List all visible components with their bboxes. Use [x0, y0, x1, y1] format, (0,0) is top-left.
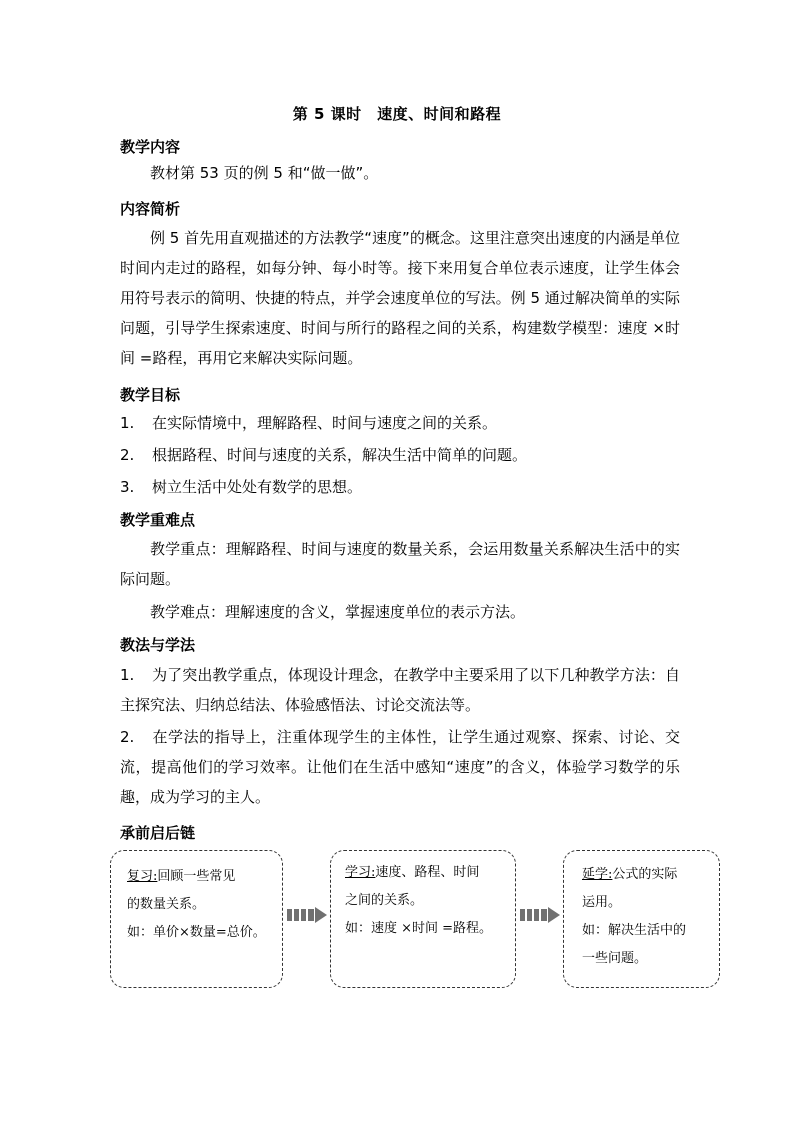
page-title: 第 5 课时 速度、时间和路程: [292, 105, 502, 123]
section-heading-goals: 教学目标: [120, 386, 181, 404]
box-line: 如：速度 ×时间 =路程。: [345, 921, 493, 936]
section-text-analysis: 例 5 首先用直观描述的方法教学“速度”的概念。这里注意突出速度的内涵是单位时间内走过的路程，如每分钟、每小时等。接下来用复合单位表示速度，让学生体会用符号表示的简明、快捷的特点，并学会速度单位的写法。例 5 通过解决简单的实际问题，引导学生探索速度、时间与所行的路程之间的关系，构建数学模型：速度 ×时间 =路程，再用它来解决实际问题。: [120, 229, 680, 367]
list-item-number: 2.: [120, 446, 135, 464]
section-heading-methods: 教法与学法: [120, 636, 196, 654]
list-item-text: 在实际情境中，理解路程、时间与速度之间的关系。: [152, 414, 498, 432]
list-item-number: 1.: [120, 666, 135, 684]
list-item-text: 根据路程、时间与速度的关系，解决生活中简单的问题。: [152, 446, 528, 464]
list-item: [120, 408, 680, 438]
box-line: 运用。: [582, 895, 622, 910]
box-line: 的数量关系。: [127, 897, 206, 912]
box-line: 回顾一些常见: [157, 869, 236, 884]
chain-box-review: [110, 850, 283, 988]
section-text-focus: 教学重点：理解路程、时间与速度的数量关系，会运用数量关系解决生活中的实际问题。: [120, 540, 680, 588]
arrow-right-icon: [520, 907, 560, 923]
list-item-text: 为了突出教学重点，体现设计理念，在教学中主要采用了以下几种教学方法：自主探究法、归纳总结法、体验感悟法、讨论交流法等。: [120, 666, 680, 714]
section-text-difficulty: 教学难点：理解速度的含义，掌握速度单位的表示方法。: [150, 603, 526, 621]
section-heading-chain: 承前启后链: [120, 824, 196, 842]
list-item-number: 1.: [120, 414, 135, 432]
box-line: 之间的关系。: [345, 893, 424, 908]
box-label: 学习:: [345, 865, 376, 880]
section-heading-keypoints: 教学重难点: [120, 511, 196, 529]
box-line: 如：解决生活中的: [582, 923, 687, 938]
box-line: 公式的实际: [612, 867, 678, 882]
list-item-number: 2.: [120, 728, 135, 746]
list-item-number: 3.: [120, 478, 135, 496]
list-item: [120, 472, 680, 502]
list-item: [120, 660, 680, 720]
chain-box-learn: [330, 850, 516, 988]
section-heading-content: 教学内容: [120, 138, 181, 156]
section-text-content: 教材第 53 页的例 5 和“做一做”。: [150, 164, 379, 182]
list-item: [120, 440, 680, 470]
section-heading-analysis: 内容简析: [120, 200, 181, 218]
list-item-text: 树立生活中处处有数学的思想。: [152, 478, 363, 496]
box-line: 一些问题。: [582, 951, 648, 966]
box-line: 速度、路程、时间: [375, 865, 480, 880]
list-item: [120, 722, 680, 812]
arrow-right-icon: [287, 907, 327, 923]
chain-box-extend: [563, 850, 720, 988]
box-label: 复习:: [127, 869, 158, 884]
list-item-text: 在学法的指导上，注重体现学生的主体性，让学生通过观察、探索、讨论、交流，提高他们的学习效率。让他们在生活中感知“速度”的含义，体验学习数学的乐趣，成为学习的主人。: [120, 728, 680, 806]
box-label: 延学:: [582, 867, 613, 882]
box-line: 如：单价×数量=总价。: [127, 925, 266, 940]
